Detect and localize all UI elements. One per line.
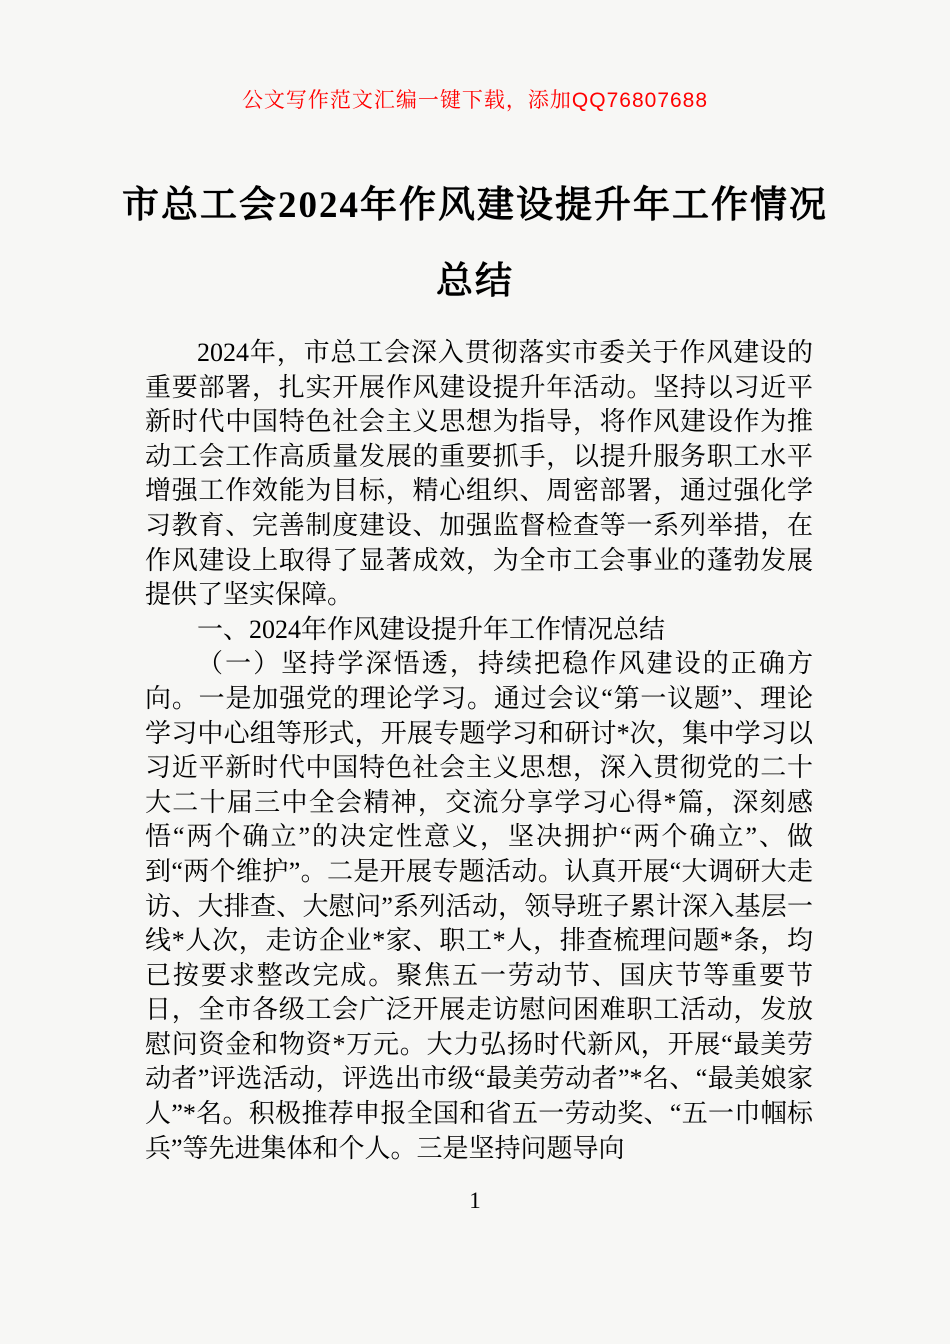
paragraph-section-one: （一）坚持学深悟透，持续把稳作风建设的正确方向。一是加强党的理论学习。通过会议“第一议题”、理论学习中心组等形式，开展专题学习和研讨*次，集中学习以习近平新时代中国特色社会主义思想，深入贯彻党的二十大二十届三中全会精神，交流分享学习心得*篇，深刻感悟“两个确立”的决定性意义，坚决拥护“两个确立”、做到“两个维护”。二是开展专题活动。认真开展“大调研大走访、大排查、大慰问”系列活动，领导班子累计深入基层一线*人次，走访企业*家、职工*人，排查梳理问题*条，均已按要求整改完成。聚焦五一劳动节、国庆节等重要节日，全市各级工会广泛开展走访慰问困难职工活动，发放慰问资金和物资*万元。大力弘扬时代新风，开展“最美劳动者”评选活动，评选出市级“最美劳动者”*名、“最美娘家人”*名。积极推荐申报全国和省五一劳动奖、“五一巾帼标兵”等先进集体和个人。三是坚持问题导向 bbox=[145, 649, 813, 1163]
paragraph-intro: 2024年，市总工会深入贯彻落实市委关于作风建设的重要部署，扎实开展作风建设提升年活动。坚持以习近平新时代中国特色社会主义思想为指导，将作风建设作为推动工会工作高质量发展的重要抓手，以提升服务职工水平增强工作效能为目标，精心组织、周密部署，通过强化学习教育、完善制度建设、加强监督检查等一系列举措，在作风建设上取得了显著成效，为全市工会事业的蓬勃发展提供了坚实保障。 bbox=[145, 338, 813, 610]
document-title: 市总工会2024年作风建设提升年工作情况总结 bbox=[122, 185, 828, 302]
document-body bbox=[145, 336, 813, 1166]
section-heading: 一、2024年作风建设提升年工作情况总结 bbox=[197, 614, 666, 644]
header-notice: 公文写作范文汇编一键下载，添加QQ76807688 bbox=[241, 89, 709, 112]
page-number: 1 bbox=[469, 1188, 481, 1213]
